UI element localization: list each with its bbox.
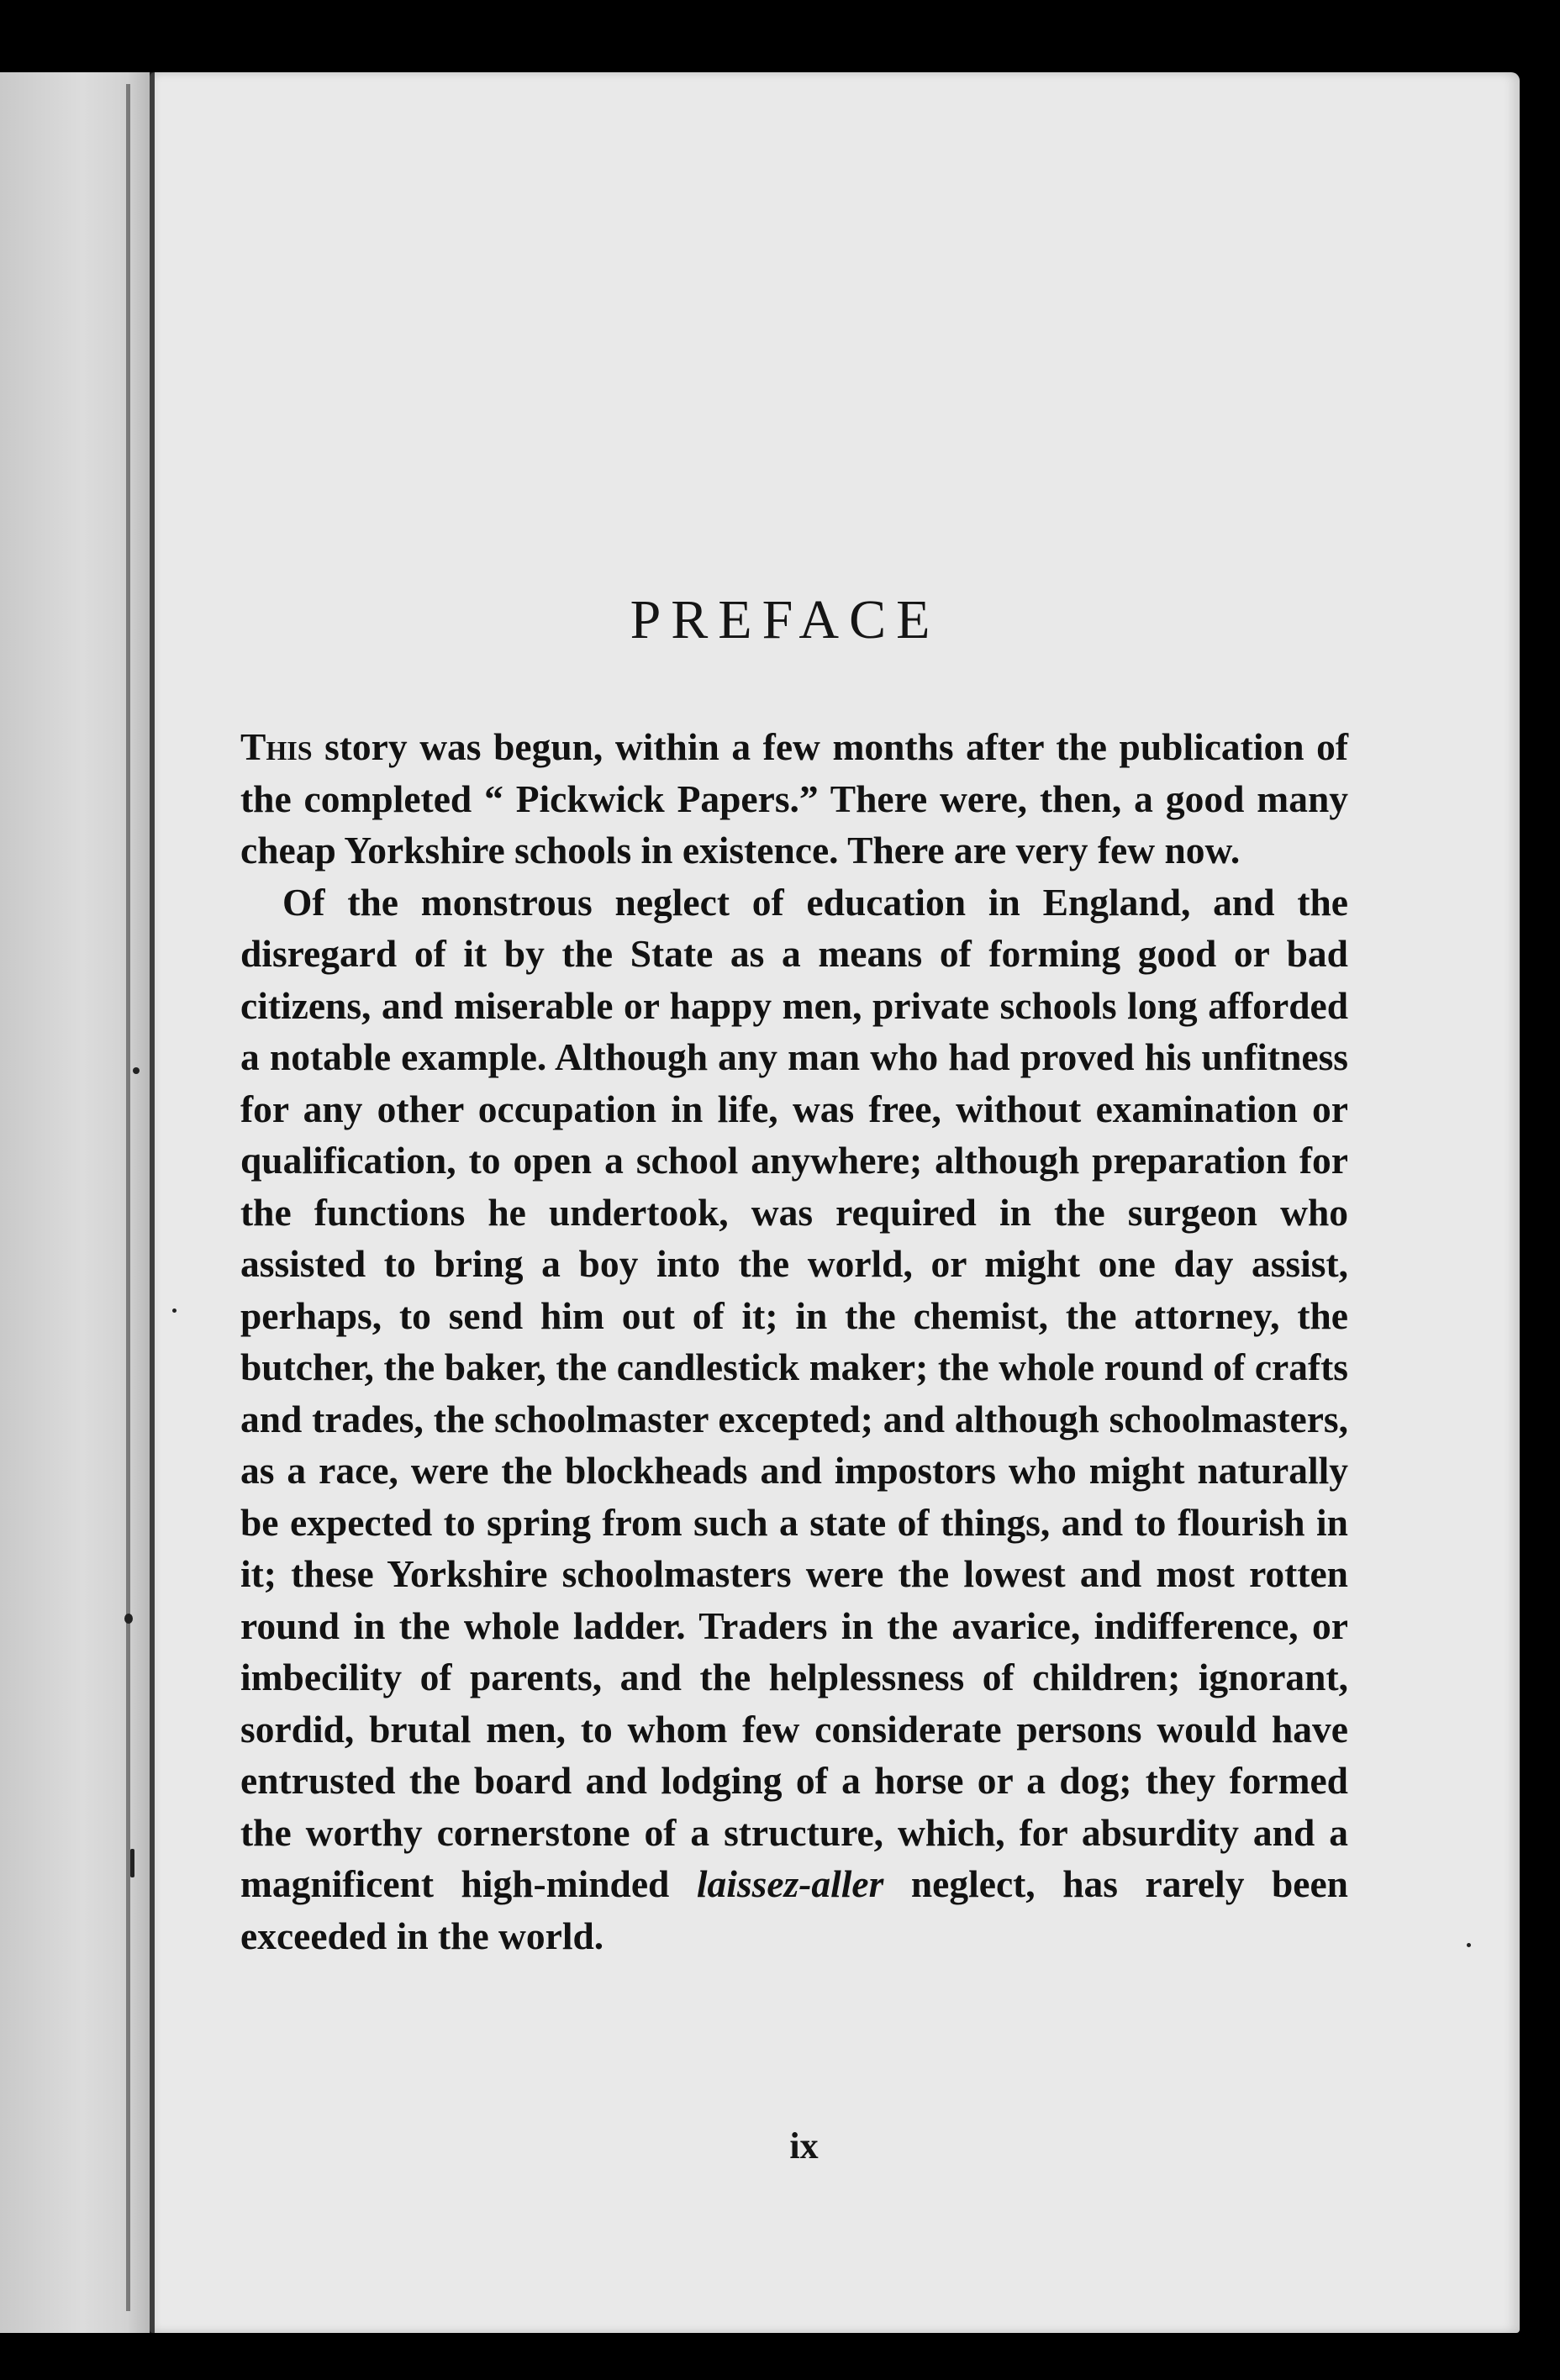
scan-speck	[172, 1308, 177, 1313]
italic-phrase: laissez-aller	[696, 1862, 884, 1905]
page-left-border	[150, 72, 155, 2333]
drop-word: This	[240, 725, 313, 768]
paragraph-2-text: Of the monstrous neglect of education in England, and the disregard of it by the State as a means of forming good or bad citizens, and miserable or happy men, private schools long afforded a notable example. Although any man who had proved his unfitness for any other occupation in life, was free, without examination or qualification, to open a school anywhere; although preparation for the functions he undertook, was required in the surgeon who assisted to bring a boy into the world, or might one day assist, perhaps, to send him out of it; in the chemist, the attorney, the butcher, the baker, the candlestick maker; the whole round of crafts and trades, the schoolmaster excepted; and although schoolmasters, as a race, were the blockheads and impostors who might naturally be expected to spring from such a state of things, and to flourish in it; these Yorkshire schoolmasters were the lowest and most rotten round in the whole ladder. Traders in the avarice, indifference, or imbecility of parents, and the helplessness of children; ignorant, sordid, brutal men, to whom few considerate persons would have entrusted the board and lodging of a horse or a dog; they formed the worthy cornerstone of a structure, which, for absurdity and a magnificent high-minded	[240, 880, 1348, 1905]
paragraph-1-text: story was begun, within a few months after the publication of the completed “ Pickwick Papers.” There were, then, a good many cheap Yorkshire schools in existence. There are very few now.	[240, 725, 1348, 871]
scan-bottom-border	[0, 2333, 1560, 2380]
scan-speck	[124, 1614, 133, 1624]
scan-speck	[1467, 1943, 1471, 1947]
paragraph-1	[240, 721, 1348, 877]
scan-speck	[130, 1849, 134, 1877]
page-number: ix	[789, 2125, 819, 2167]
scan-speck	[133, 1067, 140, 1074]
paragraph-2-ending: neglect, has rarely been exceeded in the world.	[240, 1862, 1348, 1957]
paragraph-2	[240, 877, 1348, 1962]
page-title: PREFACE	[630, 589, 941, 650]
gutter-shadow	[126, 84, 130, 2311]
preface-body	[240, 721, 1348, 1961]
